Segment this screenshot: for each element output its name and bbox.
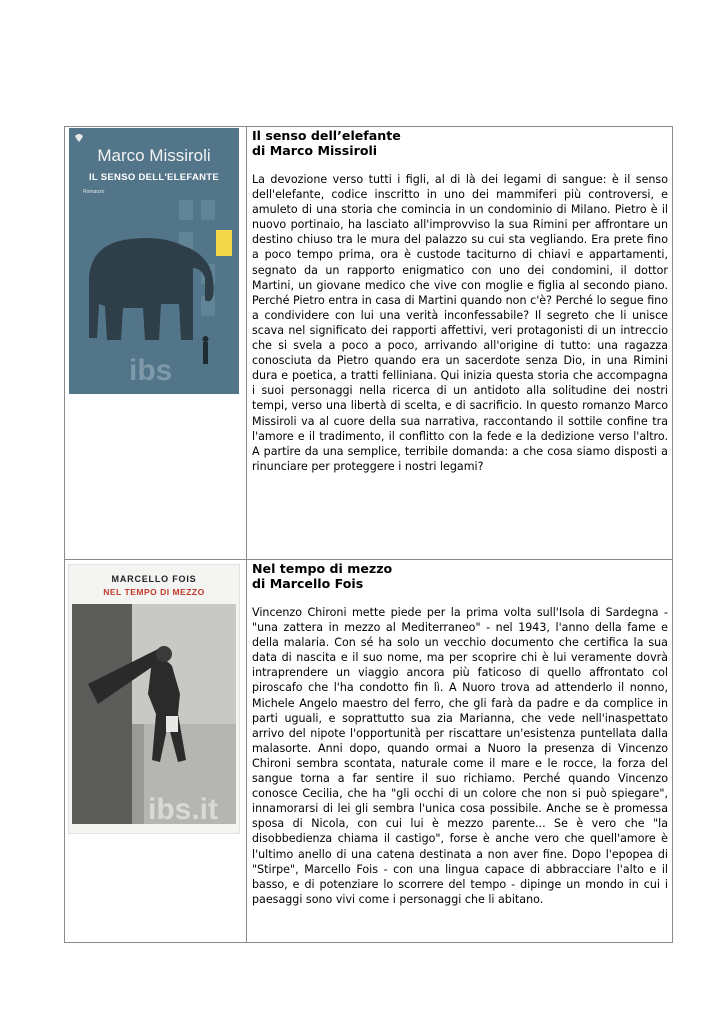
book-row [65,127,673,560]
cover-watermark: ibs.it [148,793,219,826]
cover-title-text: IL SENSO DELL'ELEFANTE [88,172,220,183]
book-row [65,560,673,943]
book-cover-missiroli [69,128,239,394]
cover-watermark: ibs [129,354,173,387]
book-author: di Marcello Fois [252,576,364,591]
book-cover-fois [68,564,240,834]
man-figure-icon [203,342,208,364]
book-title: Il senso dell’elefante [252,128,401,143]
description-cell [247,560,673,943]
cover-cell [65,560,247,943]
book-description: Vincenzo Chironi mette piede per la prima volta sull'Isola di Sardegna - "una zattera in mezzo al Mediterraneo" - nel 1943, l'anno della fame e della malaria. Con sé ha solo un vecchio documento che certifica la sua data di nascita e il suo nome, ma per scoprire chi è lui veramente dovrà intraprendere un viaggio ancora più faticoso di quello affrontato col piroscafo che l'ha condotto fin lì. A Nuoro trova ad attenderlo il nonno, Michele Angelo maestro del ferro, che gli farà da padre e da complice in parti uguali, e soprattutto sua zia Marianna, che vede nell'inaspettato arrivo del nipote l'opportunità per riscattare un'esistenza puntellata dalla malasorte. Anni dopo, quando ormai a Nuoro la presenza di Vincenzo Chironi sembra scontata, naturale come il mare e le rocce, la forza del sangue torna a far sentire il suo richiamo. Perché quando Vincenzo conosce Cecilia, che ha "gli occhi di un colore che non si può spiegare", innamorarsi di lei gli sembra l'unica cosa possibile. Anche se è promessa sposa di Nicola, con cui lui è mezzo parente... Se è vero che "la disobbedienza chiama il castigo", forse è anche vero che quell'amore è l'ultimo anello di una catena destinata a non aver fine. Dopo l'epopea di "Stirpe", Marcello Fois - con una lingua capace di abbracciare l'alto e il basso, e di potenziare lo scorrere del tempo - dipinge un mondo in cui i paesaggi sono vivi come i personaggi che li abitano. [252,606,668,906]
cover-author-text: Marco Missiroli [97,146,211,165]
cover-author-text: MARCELLO FOIS [111,574,197,584]
book-author: di Marco Missiroli [252,143,378,158]
cover-title-text: NEL TEMPO DI MEZZO [103,587,205,597]
cover-cell [65,127,247,560]
cover-photo [72,604,236,824]
lit-window-icon [216,230,232,256]
books-table [64,126,673,943]
book-description: La devozione verso tutti i figli, al di là dei legami di sangue: è il senso dell'elefante, codice inscritto in uno dei mammiferi più controversi, e amuleto di una storia che comincia in un condominio di Milano. Pietro è il nuovo portinaio, ha lasciato all'improvviso la sua Rimini per affrontare un destino chiuso tra le mura del palazzo su cui sta vegliando. Era prete fino a poco tempo prima, ora è custode taciturno di chiavi e appartamenti, segnato da un rapporto enigmatico con uno dei condomini, il dottor Martini, un giovane medico che vive con moglie e figlia al secondo piano. Perché Pietro entra in casa di Martini quando non c'è? Perché lo segue fino a condividere con lui una verità inconfessabile? Il segreto che li unisce scava nel significato dei rapporti affettivi, veri protagonisti di un intreccio che si svela a poco a poco, arrivando all'origine di tutto: una ragazza conosciuta da Pietro quando era un sacerdote senza Dio, in una Rimini dura e poetica, a tratti felliniana. Qui inizia questa storia che accompagna i suoi personaggi nella ricerca di un antidoto alla solitudine dei nostri tempi, verso una libertà di scelta, e di sacrificio. In questo romanzo Marco Missiroli va al cuore della sua narrativa, raccontando il sottile confine tra l'amore e il tradimento, il conflitto con la fede e la dedizione verso l'altro. A partire da una semplice, terribile domanda: a che cosa siamo disposti a rinunciare per proteggere i nostri legami? [252,173,668,473]
book-title: Nel tempo di mezzo [252,561,393,576]
cover-genre-text: Romanzo [83,189,105,195]
description-cell [247,127,673,560]
